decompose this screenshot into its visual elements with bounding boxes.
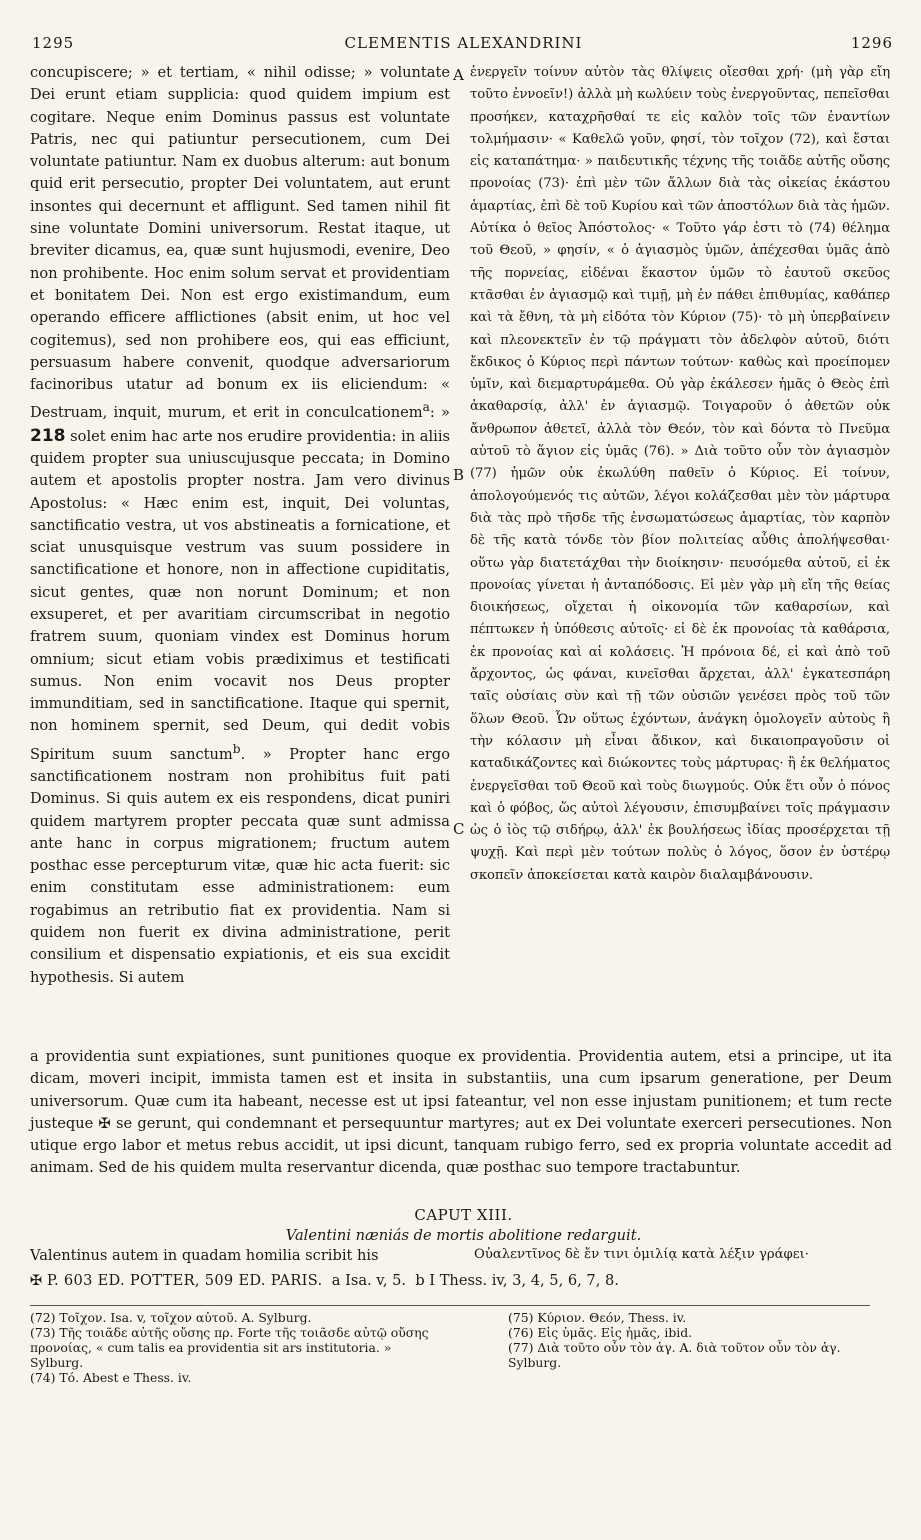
page-number-right: 1296 <box>850 34 893 52</box>
cross-mark-icon: ✠ <box>98 1114 111 1132</box>
chapter-intro <box>30 1247 892 1264</box>
latin-paragraph: concupiscere; » et tertiam, « nihil odisse; » voluntate Dei erunt etiam supplicia: quod quidem impium est cogitare. Neque enim Dominus passus est voluntate Patris, nec qui patiuntur persecutionem, cum Dei voluntate patiuntur. Nam ex duobus alterum: aut bonum quid erit persecutio, propter Dei voluntatem, aut erunt insontes qui decernunt et affligunt. Sed tamen nihil fit sine voluntate Domini universorum. Restat itaque, ut breviter dicamus, ea, quæ sunt hujusmodi, evenire, Deo non prohibente. Hoc enim solum servat et providentiam et bonitatem Dei. Non est ergo existimandum, eum operando efficere afflictiones (absit enim, ut hoc vel cogitemus), sed non prohibere eos, qui eas efficiunt, persuasum habere convenit, quodque adversariorum facinoribus utatur ad bonum ex iis eliciendum: « Destruam, inquit, murum, et erit in conculcationem$^a$: » 218 solet enim hac arte nos erudire providentia: in aliis quidem propter sua uniuscujusque peccata; in Domino autem et apostolis propter nostra. Jam vero divinus Apostolus: « Hæc enim est, inquit, Dei voluntas, sanctificatio vestra, ut vos abstineatis a fornicatione, et sciat unusquisque vestrum vas suum possidere in sanctificatione et honore, non in affectione cupiditatis, sicut gentes, quæ non norunt Dominum; et non exsuperet, et per avaritiam circumscribat in negotio fratrem suum, quoniam vindex est Dominus horum omnium; sicut etiam vobis prædiximus et testificati sumus. Non enim vocavit nos Deus propter immunditiam, sed in sanctificatione. Itaque qui spernit, non hominem spernit, sed Deum, qui dedit vobis Spiritum suum sanctum$^b$. » Propter hanc ergo sanctificationem nostram non prohibitus fuit pati Dominus. Si quis autem ex eis respondens, dicat puniri quidem martyrem propter peccata quæ sunt admissa ante hanc in corpus migrationem; fructum autem posthac esse percepturum vitæ, quæ hic acta fuerit: sic enim constitutam esse administrationem: eum rogabimus an retributio fiat ex providentia. Nam si quidem non fuerit ex divina administratione, perit consilium et dispensatio expiationis, et eis sua excidit hypothesis. Si autem <box>30 64 450 986</box>
page-number-left: 1295 <box>32 34 75 52</box>
footnotes-right <box>460 1310 892 1385</box>
footnote-ref-a: a <box>422 400 430 415</box>
scripture-ref-a: a Isa. v, 5. <box>331 1271 407 1289</box>
cross-mark-icon: ✠ <box>30 1271 43 1289</box>
footnote-77: (77) Διὰ τοῦτο οὖν τὸν ἁγ. A. διὰ τοῦτον οὖν τὸν ἁγ. Sylburg. <box>508 1339 841 1370</box>
footnote-ref-b: b <box>232 741 241 756</box>
greek-paragraph: ἐνεργεῖν τοίνυν αὐτὸν τὰς θλίψεις οἴεσθαι χρή· (μὴ γὰρ εἴη τοῦτο ἐννοεῖν!) ἀλλὰ μὴ κωλύειν τοὺς ἐνεργοῦντας, πεπεῖσθαι προσήκεν, καταχρῆσθαί τε εἰς καλὸν τοῖς τῶν ἐναντίων τολμήμασιν· « Καθελῶ γοῦν, φησί, τὸν τοῖχον (72), καὶ ἔσται εἰς καταπάτημα· » παιδευτικῆς τέχνης τῆς τοιᾶδε αὐτῆς οὔσης προνοίας (73)· ἐπὶ μὲν τῶν ἄλλων διὰ τὰς οἰκείας ἑκάστου ἁμαρτίας, ἐπὶ δὲ τοῦ Κυρίου καὶ τῶν ἀποστόλων διὰ τὰς ἡμῶν. Αὐτίκα ὁ θεῖος Ἀπόστολος· « Τοῦτο γάρ ἐστι τὸ (74) θέλημα τοῦ Θεοῦ, » φησίν, « ὁ ἁγιασμὸς ὑμῶν, ἀπέχεσθαι ὑμᾶς ἀπὸ τῆς πορνείας, εἰδέναι ἕκαστον ὑμῶν τὸ ἑαυτοῦ σκεῦος κτᾶσθαι ἐν ἁγιασμῷ καὶ τιμῇ, μὴ ἐν πάθει ἐπιθυμίας, καθάπερ καὶ τὰ ἔθνη, τὰ μὴ εἰδότα τὸν Κύριον (75)· τὸ μὴ ὑπερβαίνειν καὶ πλεονεκτεῖν ἐν τῷ πράγματι τὸν ἀδελφὸν αὐτοῦ, διότι ἔκδικος ὁ Κύριος περὶ πάντων τούτων· καθὼς καὶ προείπομεν ὑμῖν, καὶ διεμαρτυράμεθα. Οὐ γὰρ ἐκάλεσεν ἡμᾶς ὁ Θεὸς ἐπὶ ἀκαθαρσίᾳ, ἀλλ' ἐν ἁγιασμῷ. Τοιγαροῦν ὁ ἀθετῶν οὐκ ἄνθρωπον ἀθετεῖ, ἀλλὰ τὸν Θεόν, τὸν καὶ δόντα τὸ Πνεῦμα αὐτοῦ τὸ ἅγιον εἰς ὑμᾶς (76). » Διὰ τοῦτο οὖν τὸν ἁγιασμὸν (77) ἡμῶν οὐκ ἐκωλύθη παθεῖν ὁ Κύριος. Εἰ τοίνυν, ἀπολογούμενός τις αὐτῶν, λέγοι κολάζεσθαι μὲν τὸν μάρτυρα διὰ τὰς πρὸ τῆσδε τῆς ἐνσωματώσεως ἁμαρτίας, τὸν καρπὸν δὲ τῆς κατὰ τόνδε τὸν βίον πολιτείας αὖθις ἀπολήψεσθαι· οὕτω γὰρ διατετάχθαι τὴν διοίκησιν· πευσόμεθα αὐτοῦ, εἰ ἐκ προνοίας γίνεται ἡ ἀνταπόδοσις. Εἰ μὲν γὰρ μὴ εἴη τῆς θείας διοικήσεως, οἴχεται ἡ οἰκονομία τῶν καθαρσίων, καὶ πέπτωκεν ἡ ὑπόθεσις αὐτοῖς· εἰ δὲ ἐκ προνοίας τὰ καθάρσια, ἐκ προνοίας καὶ αἱ κολάσεις. Ἡ πρόνοια δέ, εἰ καὶ ἀπὸ τοῦ ἄρχοντος, ὡς φάναι, κινεῖσθαι ἄρχεται, ἀλλ' ἐγκατεσπάρη ταῖς οὐσίαις σὺν καὶ τῇ τῶν οὐσιῶν γενέσει πρὸς τοῦ τῶν ὅλων Θεοῦ. Ὧν οὕτως ἐχόντων, ἀνάγκη ὁμολογεῖν αὐτοὺς ἢ τὴν κόλασιν μὴ εἶναι ἄδικον, καὶ δικαιοπραγοῦσιν οἱ καταδικάζοντες καὶ διώκοντες τοὺς μάρτυρας· ἢ ἐκ θελήματος ἐνεργεῖσθαι τοῦ Θεοῦ καὶ τοὺς διωγμούς. Οὐκ ἔτι οὖν ὁ πόνος καὶ ὁ φόβος, ὥς αὐτοὶ λέγουσιν, ἐπισυμβαίνει τοῖς πράγμασιν ὡς ὁ ἰὸς τῷ σιδήρῳ, ἀλλ' ἐκ βουλήσεως ἰδίας προσέρχεται τῇ ψυχῇ. Καὶ περὶ μὲν τούτων πολὺς ὁ λόγος, ὅσον ἐν ὑστέρῳ σκοπεῖν ἀποκείσεται κατὰ καιρὸν διαλαμβάνουσιν. <box>470 65 890 883</box>
scripture-ref-b: b I Thess. iv, 3, 4, 5, 6, 7, 8. <box>415 1271 619 1289</box>
margin-letters <box>450 62 470 1047</box>
greek-column <box>470 62 890 1047</box>
chapter-heading: CAPUT XIII. <box>414 1205 513 1224</box>
running-title: CLEMENTIS ALEXANDRINI <box>344 34 583 52</box>
two-column-body <box>30 62 897 1047</box>
chapter-subtitle: Valentini næniás de mortis abolitione redarguit. <box>285 1226 642 1244</box>
full-width-paragraph: a providentia sunt expiationes, sunt punitiones quoque ex providentia. Providentia autem, etsi a principe, ut ita dicam, moveri incipit, immista tamen est et insita in substantiis, una cum ipsarum generatione, per Deum universorum. Quæ cum ita habeant, necesse est ut ipsi fateantur, vel non esse injustam punitionem; et tum recte justeque ✠ se gerunt, qui condemnant et persequuntur martyres; aut ex Dei voluntate exerceri persecutiones. Non utique ergo labor et metus rebus accidit, ut ipsi dicunt, tanquam rubigo ferro, sed ex propria voluntate accedit ad animam. Sed de his quidem multa reservantur dicenda, quæ posthac suo tempore tractabuntur. <box>30 1048 892 1177</box>
footnote-75: (75) Κύριον. Θεόν, Thess. iv. <box>508 1309 687 1325</box>
intro-greek: Οὐαλεντῖνος δὲ ἔν τινι ὁμιλίᾳ κατὰ λέξιν γράφει· <box>474 1246 809 1262</box>
latin-column <box>30 62 450 1047</box>
edition-reference: P. 603 ED. POTTER, 509 ED. PARIS. <box>46 1271 323 1289</box>
margin-letter-b: B <box>453 466 465 484</box>
footnote-divider <box>30 1305 870 1306</box>
footnote-76: (76) Εἰς ὑμᾶς. Εἰς ἡμᾶς, ibid. <box>508 1324 693 1340</box>
intro-latin: Valentinus autem in quadam homilia scribit his <box>30 1246 379 1264</box>
running-header <box>30 28 897 56</box>
footnotes <box>30 1310 892 1385</box>
footnote-72: (72) Τοῖχον. Isa. v, τοῖχον αὐτοῦ. A. Sylburg. <box>30 1309 312 1325</box>
footnotes-left <box>30 1310 460 1385</box>
reference-line <box>30 1272 897 1289</box>
margin-number: 218 <box>30 425 66 446</box>
footnote-74: (74) Τό. Abest e Thess. iv. <box>30 1369 192 1385</box>
margin-letter-c: C <box>453 820 465 838</box>
margin-letter-a: A <box>453 66 464 84</box>
footnote-73: (73) Τῆς τοιᾶδε αὐτῆς οὔσης πρ. Forte τῆς τοιᾶσδε αὐτῷ οὔσης προνοίας, « cum talis ea providentia sit ars institutoria. » Sylburg. <box>30 1324 429 1370</box>
